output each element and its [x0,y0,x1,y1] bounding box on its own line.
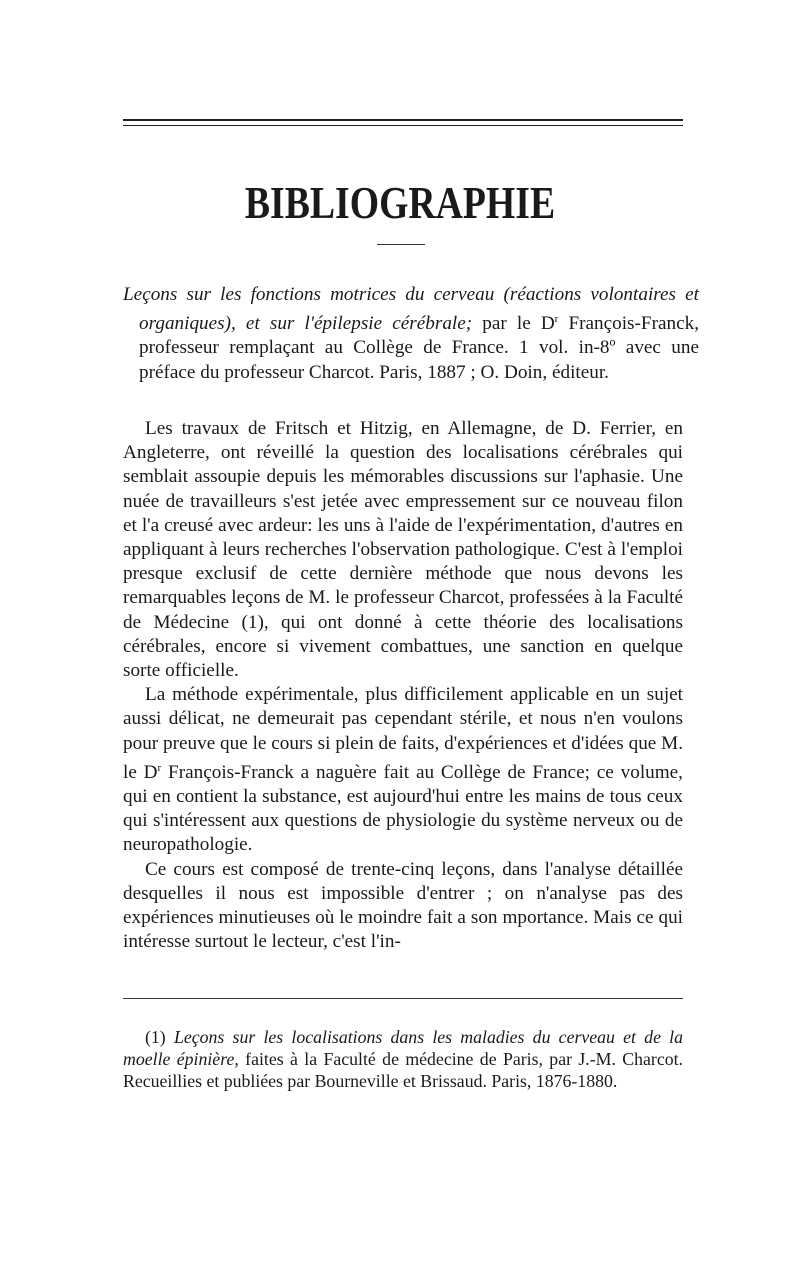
reference-details: François-Franck, professeur remplaçant au Collège de France. 1 vol. in-8º avec une préface du professeur Charcot. Paris, 1887 ; O. Doin, éditeur. [139,313,699,383]
title-divider [377,244,425,245]
paragraph-2-part-b: François-Franck a naguère fait au Collège de France; ce volume, qui en contient la substance, est aujourd'hui entre les mains de tous ceux qui s'intéressent aux questions de physiologie du système nerveux ou de neuropathologie. [123,761,683,856]
footnote-details: faites à la Faculté de médecine de Paris, par J.-M. Charcot. Recueillies et publiées par Bourneville et Brissaud. Paris, 1876-1880. [123,1049,684,1091]
page-title: BIBLIOGRAPHIE [244,177,556,228]
paragraph-1: Les travaux de Fritsch et Hitzig, en Allemagne, de D. Ferrier, en Angleterre, ont réveillé la question des localisations cérébrales qui semblait assoupie depuis les mémorables discussions sur l'aphasie. Une nuée de travailleurs s'est jetée avec empressement sur ce nouveau filon et l'a creusé avec ardeur: les uns à l'aide de l'expérimentation, d'autres en appliquant à leurs recherches l'observation pathologique. C'est à l'emploi presque exclusif de cette dernière méthode que nous devons les remarquables leçons de M. le professeur Charcot, professées à la Faculté de Médecine (1), qui ont donné à cette théorie des localisations cérébrales, encore si vivement combattues, une sanction en quelque sorte officielle. [123,418,683,682]
footnote-title: Leçons sur les localisations dans les maladies du cerveau et de la moelle épinière, [123,1027,684,1069]
paragraph-2 [123,683,683,857]
review-body [123,417,683,954]
reference-by: par le D [472,313,555,335]
footnote-marker: (1) [145,1027,174,1047]
reference-by-sup: r [554,313,559,326]
footnote [123,1026,683,1092]
footnote-divider [123,998,683,999]
header-double-rule-bottom [123,125,683,126]
paragraph-2-sup: r [157,761,162,774]
reference-title: Leçons sur les fonctions motrices du cerveau (réactions volontaires et organiques), et sur l'épilepsie cérébrale; [123,284,699,335]
header-double-rule-top [123,119,683,121]
bibliographic-reference [123,283,699,385]
paragraph-2-part-a: La méthode expérimentale, plus difficilement applicable en un sujet aussi délicat, ne demeurait pas cependant stérile, et nous n'en voulons pour preuve que le cours si plein de faits, d'expériences et d'idées que M. le D [123,684,683,783]
paragraph-3: Ce cours est composé de trente-cinq leçons, dans l'analyse détaillée desquelles il nous est impossible d'entrer ; on n'analyse pas des expériences minutieuses où le moindre fait a son mportance. Mais ce qui intéresse surtout le lecteur, c'est l'in- [123,858,683,953]
